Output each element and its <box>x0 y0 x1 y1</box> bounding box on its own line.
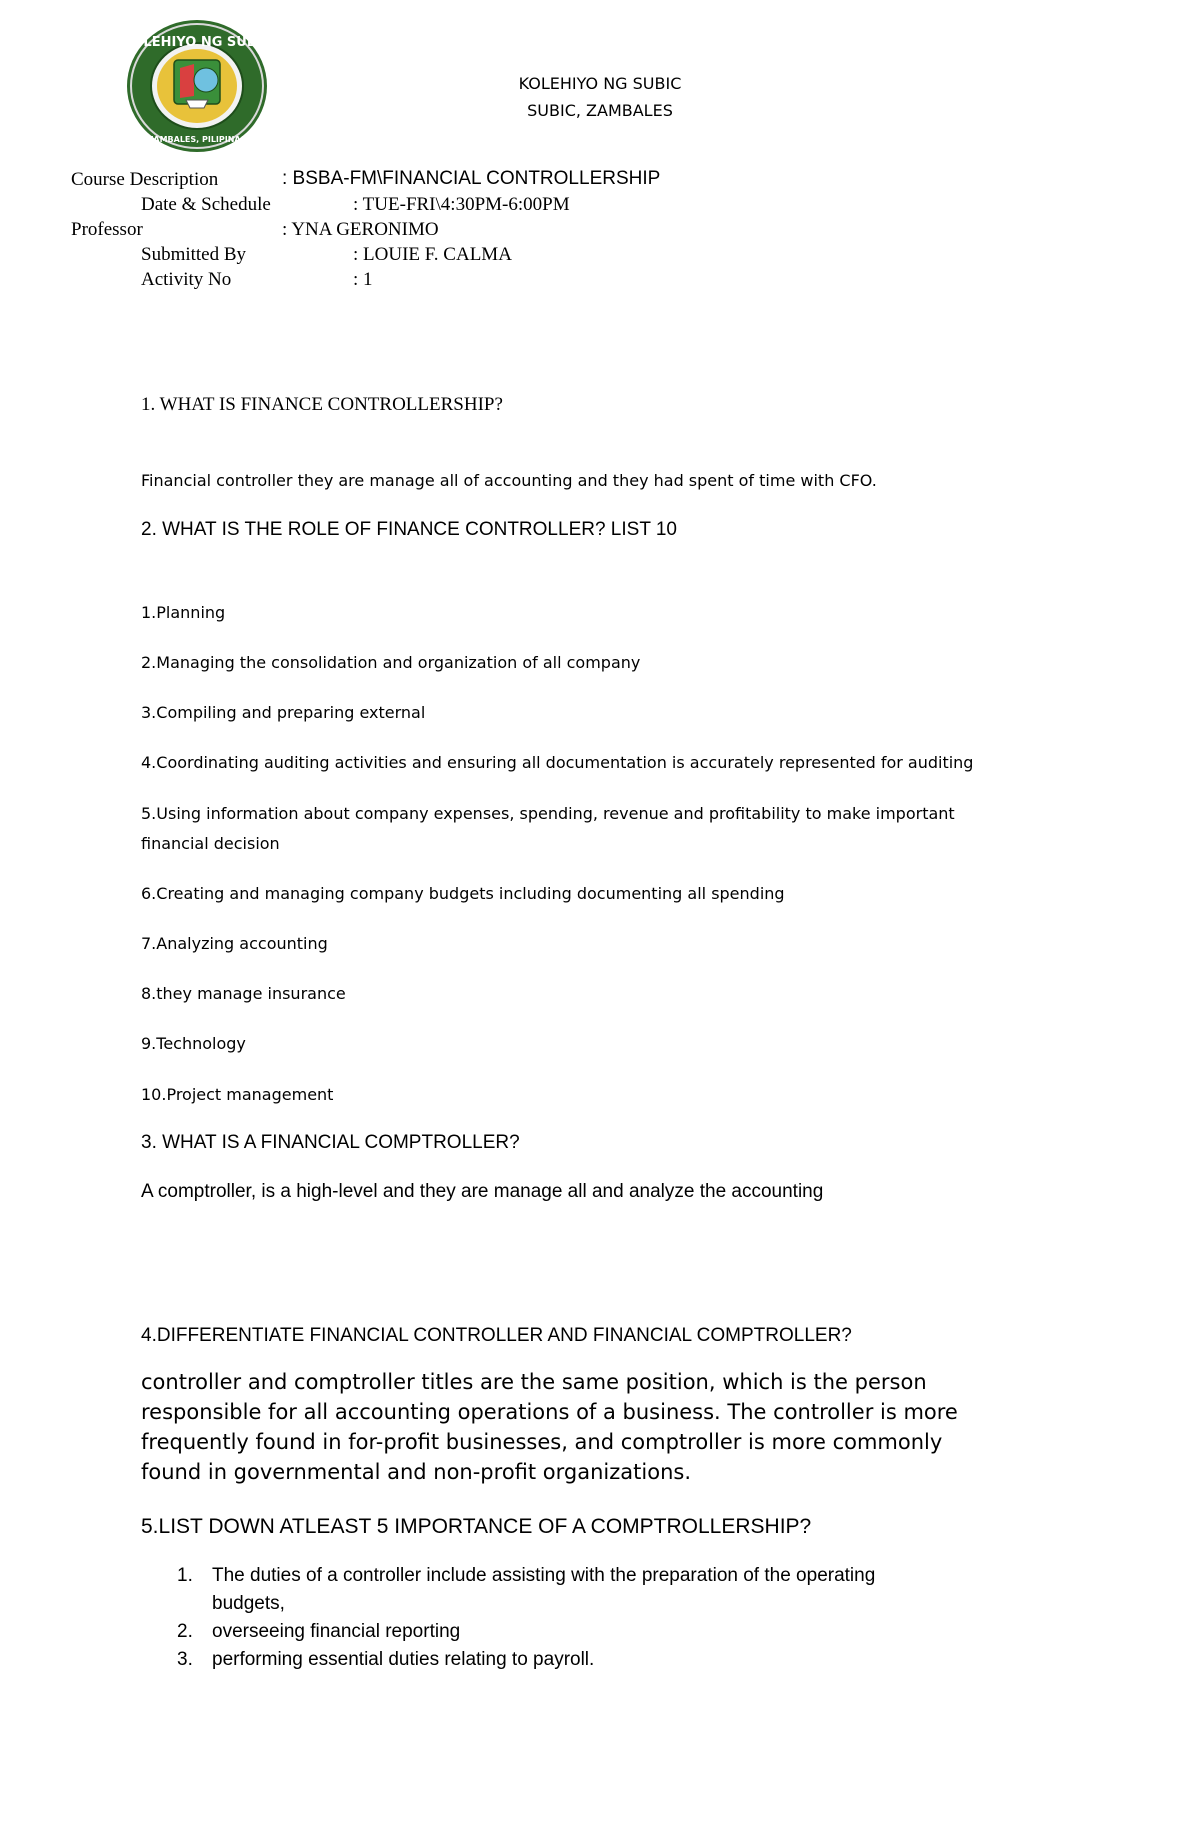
importance-number: 3. <box>177 1649 193 1670</box>
role-item: 7.Analyzing accounting <box>141 934 328 953</box>
role-item-continued: financial decision <box>141 834 280 853</box>
svg-text:ZAMBALES, PILIPINAS: ZAMBALES, PILIPINAS <box>147 135 247 144</box>
role-item: 1.Planning <box>141 603 226 622</box>
importance-text: performing essential duties relating to payroll. <box>212 1649 595 1670</box>
course-value: : BSBA-FM\FINANCIAL CONTROLLERSHIP <box>282 168 661 189</box>
question-1: 1. WHAT IS FINANCE CONTROLLERSHIP? <box>141 394 503 415</box>
importance-text: The duties of a controller include assisting with the preparation of the operating <box>212 1565 876 1586</box>
answer-4-line: found in governmental and non-profit organizations. <box>141 1460 691 1484</box>
role-item: 8.they manage insurance <box>141 984 346 1003</box>
role-item: 2.Managing the consolidation and organization of all company <box>141 653 641 672</box>
importance-text-continued: budgets, <box>212 1593 285 1614</box>
answer-3: A comptroller, is a high-level and they are manage all and analyze the accounting <box>141 1181 824 1202</box>
importance-text: overseeing financial reporting <box>212 1621 461 1642</box>
date-label: Date & Schedule <box>141 194 271 215</box>
question-4: 4.DIFFERENTIATE FINANCIAL CONTROLLER AND FINANCIAL COMPTROLLER? <box>141 1325 852 1346</box>
date-value: : TUE-FRI\4:30PM-6:00PM <box>353 194 570 215</box>
role-item: 6.Creating and managing company budgets including documenting all spending <box>141 884 785 903</box>
answer-4-line: responsible for all accounting operations of a business. The controller is more <box>141 1400 958 1424</box>
importance-number: 2. <box>177 1621 193 1642</box>
role-item: 4.Coordinating auditing activities and ensuring all documentation is accurately represented for auditing <box>141 753 974 772</box>
role-item: 3.Compiling and preparing external <box>141 703 426 722</box>
activity-label: Activity No <box>141 269 232 290</box>
role-item: 10.Project management <box>141 1085 334 1104</box>
submitted-value: : LOUIE F. CALMA <box>353 244 512 265</box>
svg-text:KOLEHIYO NG SUBIC: KOLEHIYO NG SUBIC <box>122 35 272 50</box>
course-label: Course Description <box>71 169 219 190</box>
question-2: 2. WHAT IS THE ROLE OF FINANCE CONTROLLER? LIST 10 <box>141 519 677 540</box>
school-location: SUBIC, ZAMBALES <box>527 101 673 120</box>
question-3: 3. WHAT IS A FINANCIAL COMPTROLLER? <box>141 1132 520 1153</box>
submitted-label: Submitted By <box>141 244 247 265</box>
role-item: 5.Using information about company expenses, spending, revenue and profitability to make important <box>141 804 955 823</box>
answer-4-line: controller and comptroller titles are the same position, which is the person <box>141 1370 927 1394</box>
answer-4-line: frequently found in for-profit businesses, and comptroller is more commonly <box>141 1430 943 1454</box>
question-5: 5.LIST DOWN ATLEAST 5 IMPORTANCE OF A COMPTROLLERSHIP? <box>141 1515 812 1538</box>
professor-value: : YNA GERONIMO <box>282 219 439 240</box>
professor-label: Professor <box>71 219 143 240</box>
importance-number: 1. <box>177 1565 193 1586</box>
role-item: 9.Technology <box>141 1034 246 1053</box>
school-name: KOLEHIYO NG SUBIC <box>518 74 682 93</box>
activity-value: : 1 <box>353 269 373 290</box>
answer-1: Financial controller they are manage all of accounting and they had spent of time with CFO. <box>141 471 877 490</box>
